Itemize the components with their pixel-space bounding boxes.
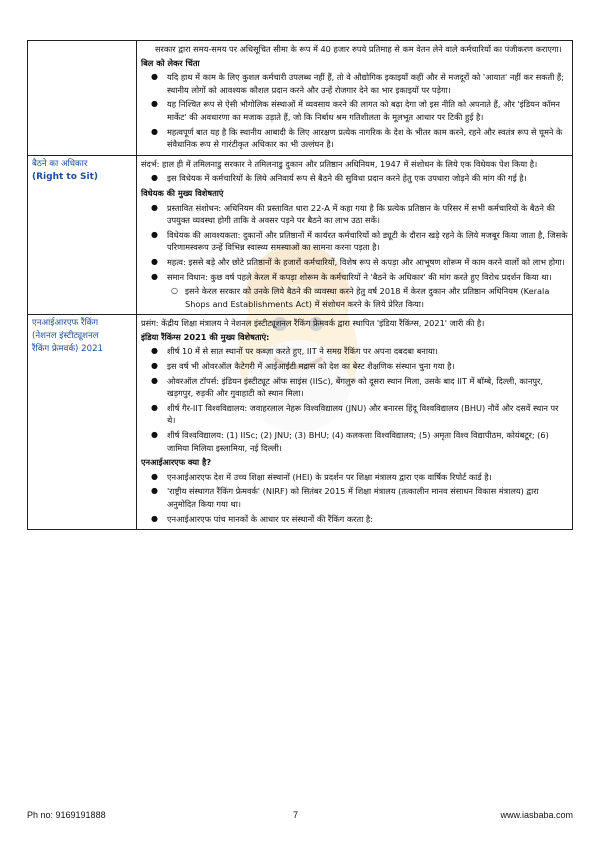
content-table [27, 40, 573, 530]
topic-label-line-1: एनआईआरएफ रैंकिंग [32, 318, 99, 329]
sub-list [141, 285, 568, 310]
footer-website-link[interactable]: www.iasbaba.com [500, 810, 573, 820]
topic-label-line-3: रैंकिंग फ्रेमवर्क) 2021 [32, 344, 104, 355]
features-list [141, 202, 568, 284]
list-item: ● महत्वपूर्ण बात यह है कि स्थानीय आबादी के लिए आरक्षण प्रत्येक नागरिक के देश के भीतर काम करने, रहने और स्वतंत्र रूप से घूमने के संवैधानिक रूप से गारंटीकृत अधिकार का भी उल्लंघन है। [141, 126, 568, 151]
nirf-list [141, 471, 568, 525]
list-item: ● 'राष्ट्रीय संस्थागत रैंकिंग फ्रेमवर्क' (NIRF) को सितंबर 2015 में शिक्षा मंत्रालय (तत्कालीन मानव संसाधन विकास मंत्रालय) द्वारा अनुमोदित किया गया था। [141, 485, 568, 510]
list-item: ● शीर्ष 10 में से सात स्थानों पर कब्ज़ा करते हुए, IIT ने समग्र रैंकिंग पर अपना दबदबा बनाया। [141, 345, 568, 358]
topic-cell-right-to-sit [28, 155, 137, 315]
table-row-right-to-sit [28, 155, 573, 315]
section-heading-features: विधेयक की मुख्य विशेषताएं [141, 187, 224, 198]
footer-phone: Ph no: 9169191888 [27, 810, 106, 820]
context-paragraph: संदर्भ: हाल ही में तमिलनाडु सरकार ने तमिलनाडु दुकान और प्रतिष्ठान अधिनियम, 1947 में संशोधन के लिये एक विधेयक पेश किया है। [141, 158, 538, 169]
content-cell-nirf [137, 315, 573, 530]
page-number: 7 [293, 810, 299, 820]
list-item: ● समान विधान: कुछ वर्ष पहले केरल में कपड़ा शोरूम के कर्मचारियों ने 'बैठने के अधिकार' की मांग करते हुए विरोध प्रदर्शन किया था। [141, 271, 568, 284]
list-item: ● यदि हाथ में काम के लिए कुशल कर्मचारी उपलब्ध नहीं हैं, तो वे औद्योगिक इकाइयाँ कहीं और से मजदूरों को 'आयात' नहीं कर सकती हैं; स्थानीय लोगों को आवश्यक कौशल प्रदान करने और उन्हें रोजगार देने का भार इकाइयों पर पड़ेगा। [141, 71, 568, 96]
list-item: ● इस वर्ष भी ओवरऑल कैटेगरी में आईआईटी मद्रास को देश का बेस्ट शैक्षणिक संस्थान चुना गया है। [141, 360, 568, 373]
content-cell-employment-bill [137, 41, 573, 156]
list-item: ● इस विधेयक में कर्मचारियों के लिये अनिवार्य रूप से बैठने की सुविधा प्रदान करने हेतु एक उपधारा जोड़ने की मांग की गई है। [141, 172, 568, 185]
intro-paragraph: सरकार द्वारा समय-समय पर अधिसूचित सीमा के रूप में 40 हजार रुपये प्रतिमाह से कम वेतन लेने वाले कर्मचारियों का पंजीकरण कराएगा। [155, 44, 562, 54]
list-item: ● शीर्ष गैर-IIT विश्वविद्यालय: जवाहरलाल नेहरू विश्वविद्यालय (JNU) और बनारस हिंदू विश्वविद्यालय (BHU) नौवें और दसवें स्थान पर थे। [141, 402, 568, 427]
context-list [141, 172, 568, 185]
list-item: ● यह निश्चित रूप से ऐसी भौगोलिक संस्थाओं में व्यवसाय करने की लागत को बढ़ा देगा जो इस नीति को अपनाते हैं, और 'इंडियन कॉमन मार्केट' की अवधारणा का मजाक उड़ाते हैं, जो कि निर्बाध श्रम गतिशीलता के मूलभूत आधार पर टिकी हुई है। [141, 98, 568, 123]
list-item: ● एनआईआरएफ पांच मानकों के आधार पर संस्थानों की रैंकिंग करता है: [141, 513, 568, 526]
list-item: ● महत्व: इससे बड़े और छोटे प्रतिष्ठानों के हजारों कर्मचारियों, विशेष रूप से कपड़ा और आभूषण शोरूम में काम करने वालों को लाभ होगा। [141, 256, 568, 269]
content-cell-right-to-sit [137, 155, 573, 315]
topic-cell-empty [28, 41, 137, 156]
table-row-nirf [28, 315, 573, 530]
section-heading-highlights: इंडिया रैंकिंग्स 2021 की मुख्य विशेषताएं: [141, 331, 270, 342]
sub-list-item: ○ इसने केरल सरकार को उनके लिये बैठने की व्यवस्था करने हेतु वर्ष 2018 में केरल दुकान और प्रतिष्ठान अधिनियम (Kerala Shops and Establishments Act) में संशोधन करने के लिये प्रेरित किया। [141, 285, 568, 310]
list-item: ● शीर्ष विश्वविद्यालय: (1) IISc; (2) JNU; (3) BHU; (4) कलकत्ता विश्वविद्यालय; (5) अमृता विश्व विद्यापीठम, कोयंबटूर; (6) जामिया मिलिया इस्लामिया, नई दिल्ली। [141, 429, 568, 454]
section-heading-concerns: बिल को लेकर चिंता [141, 57, 200, 68]
topic-label-hindi: बैठने का अधिकार [32, 158, 88, 169]
topic-cell-nirf [28, 315, 137, 530]
list-item: ● प्रस्तावित संशोधन: अधिनियम की प्रस्तावित धारा 22-A में कहा गया है कि प्रत्येक प्रतिष्ठान के परिसर में सभी कर्मचारियों के बैठने की उपयुक्त व्यवस्था होगी ताकि वे अवसर पड़ने पर बैठने का लाभ उठा सकें। [141, 202, 568, 227]
list-item: ● ओवरऑल टॉपर्स: इंडियन इंस्टीट्यूट ऑफ साइंस (IISc), बेंगलुरु को दूसरा स्थान मिला, उसके बाद IIT में बॉम्बे, दिल्ली, कानपुर, खड़गपुर, रुड़की और गुवाहाटी को स्थान मिला। [141, 375, 568, 400]
highlights-list [141, 345, 568, 454]
section-heading-what-is-nirf: एनआईआरएफ क्या है? [141, 457, 212, 468]
list-item: ● विधेयक की आवश्यकता: दुकानों और प्रतिष्ठानों में कार्यरत कर्मचारियों को ड्यूटी के दौरान खड़े रहने के लिये मजबूर किया जाता है, जिसके परिणामस्वरूप उन्हें विभिन्न स्वास्थ्य समस्याओं का सामना करना पड़ता है। [141, 229, 568, 254]
list-item: ● एनआईआरएफ देश में उच्च शिक्षा संस्थानों (HEI) के प्रदर्शन पर शिक्षा मंत्रालय द्वारा एक वार्षिक रिपोर्ट कार्ड है। [141, 471, 568, 484]
topic-label-line-2: (नेशनल इंस्टीट्यूशनल [32, 331, 99, 342]
context-paragraph: प्रसंग: केंद्रीय शिक्षा मंत्रालय ने नेशनल इंस्टीट्यूशनल रैंकिंग फ्रेमवर्क द्वारा स्थापित 'इंडिया रैंकिंग्स, 2021' जारी की है। [141, 318, 485, 329]
concerns-list [141, 71, 568, 151]
topic-label-english: (Right to Sit) [32, 171, 99, 182]
table-row-employment-bill [28, 41, 573, 156]
